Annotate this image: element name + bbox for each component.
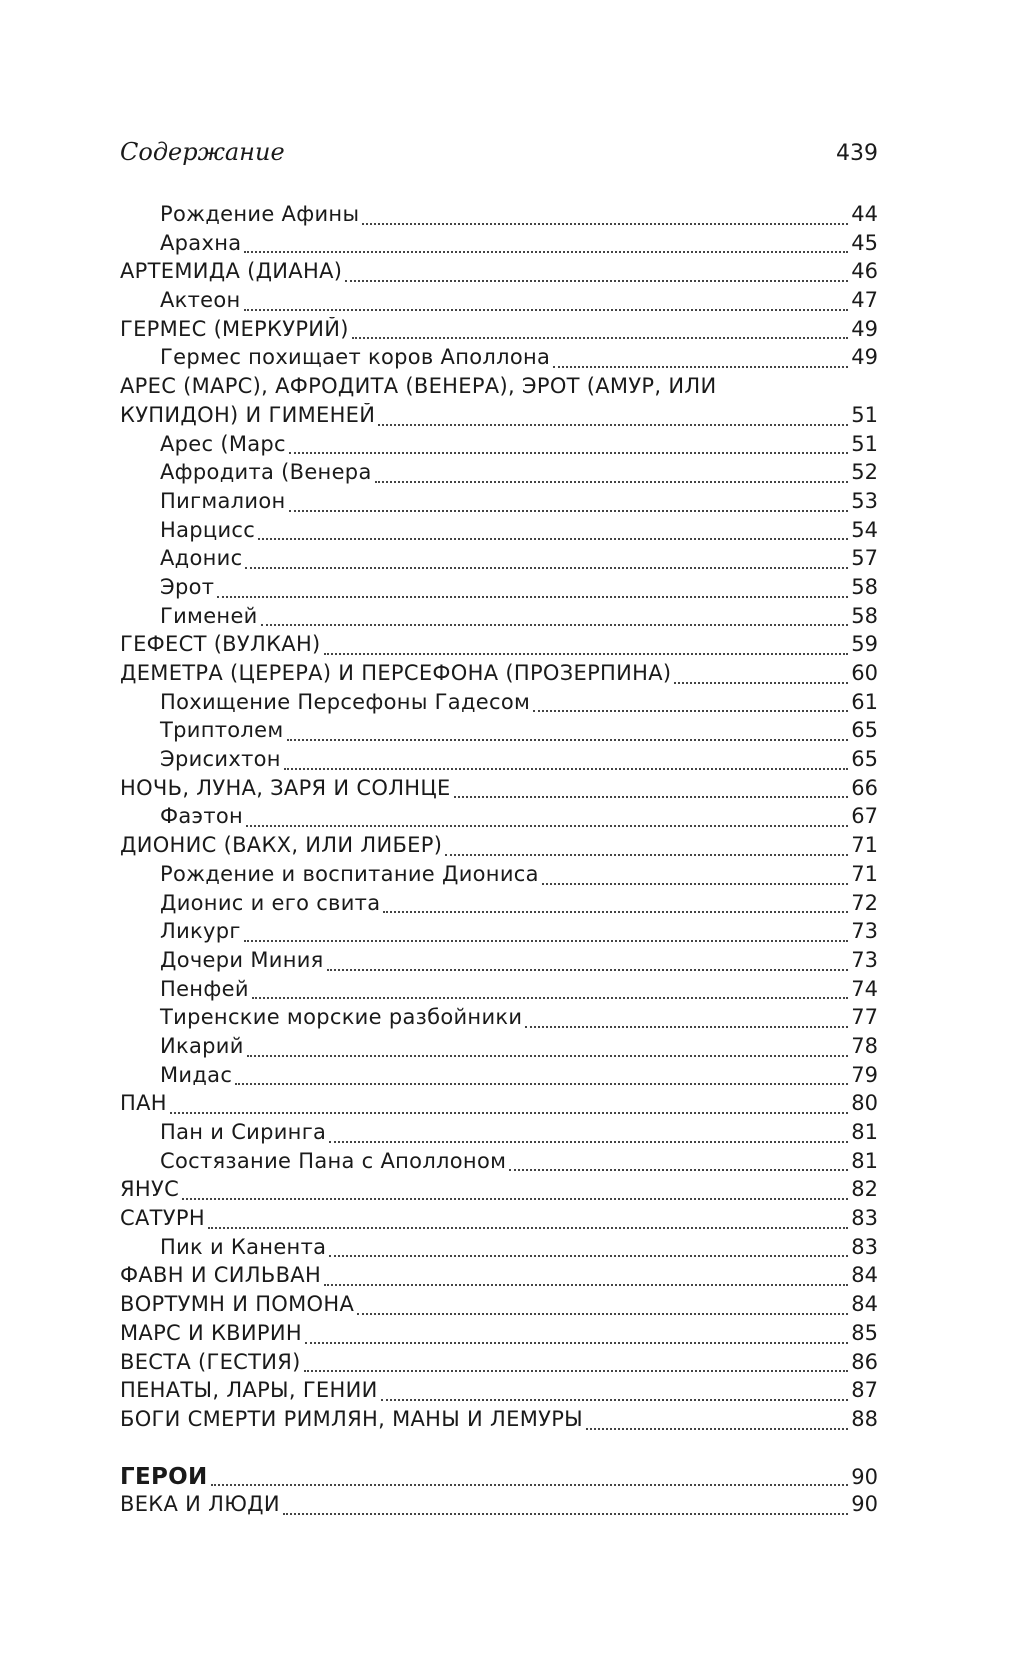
toc-entry	[120, 518, 878, 547]
toc-entry-page: 60	[851, 661, 878, 685]
toc-entry	[120, 432, 878, 461]
toc-entry-title: ВЕКА И ЛЮДИ	[120, 1492, 280, 1517]
toc-entry-page: 83	[851, 1234, 878, 1259]
toc-entry-page: 84	[851, 1292, 878, 1317]
toc-entry-title: Пан и Сиринга	[160, 1120, 327, 1144]
toc-entry-page: 54	[851, 517, 878, 542]
toc-leader-dots	[235, 1083, 848, 1085]
toc-entry	[120, 862, 878, 891]
toc-entry	[120, 460, 878, 489]
toc-entry-title: Гименей	[160, 603, 258, 628]
toc-leader-dots	[586, 1428, 848, 1430]
toc-entry	[120, 288, 878, 317]
toc-entry-page: 57	[851, 546, 878, 571]
toc-entry	[120, 977, 878, 1006]
toc-leader-dots	[245, 567, 848, 569]
toc-entry-page: 86	[851, 1349, 878, 1374]
toc-entry-title: Пенфей	[160, 976, 249, 1001]
toc-leader-dots	[304, 1370, 849, 1372]
toc-entry	[120, 690, 878, 719]
toc-entry	[120, 1292, 878, 1321]
toc-entry-page: 88	[851, 1406, 878, 1431]
toc-leader-dots	[674, 682, 848, 684]
toc-entry	[120, 632, 878, 661]
toc-entry	[120, 1350, 878, 1379]
toc-entry	[120, 1149, 878, 1178]
toc-leader-dots	[542, 883, 848, 885]
toc-entry-page: 49	[851, 345, 878, 370]
toc-leader-dots	[327, 969, 849, 971]
toc-entry-page: 49	[851, 316, 878, 341]
toc-entry-title: БОГИ СМЕРТИ РИМЛЯН, МАНЫ И ЛЕМУРЫ	[120, 1406, 583, 1431]
toc-leader-dots	[378, 424, 848, 426]
toc-leader-dots	[208, 1227, 848, 1229]
toc-entry	[120, 776, 878, 805]
toc-entry-title: Триптолем	[160, 718, 284, 743]
toc-entry-title: АРТЕМИДА (ДИАНА)	[120, 259, 343, 284]
toc-entry	[120, 718, 878, 747]
toc-entry-title: Состязание Пана с Аполлоном	[160, 1148, 507, 1173]
toc-leader-dots	[244, 251, 848, 253]
toc-entry-page: 46	[851, 259, 878, 284]
toc-leader-dots	[211, 1484, 849, 1486]
toc-entry	[120, 747, 878, 776]
toc-entry-title: Нарцисс	[160, 517, 256, 542]
toc-entry-title: АРЕС (МАРС), АФРОДИТА (ВЕНЕРА), ЭРОТ (АМУР, ИЛИ	[120, 374, 717, 399]
toc-leader-dots	[324, 653, 849, 655]
toc-entry	[120, 833, 878, 862]
toc-entry-title: Эрисихтон	[160, 747, 281, 772]
toc-entry-title: Арахна	[160, 230, 242, 255]
toc-entry-page: 71	[851, 861, 878, 886]
toc-entry-title: ДИОНИС (ВАКХ, ИЛИ ЛИБЕР)	[120, 833, 443, 858]
toc-entry	[120, 374, 878, 403]
toc-entry-page: 65	[851, 718, 878, 743]
toc-entry-title: Ликург	[160, 919, 241, 944]
toc-leader-dots	[357, 1313, 848, 1315]
toc-entry-page: 65	[851, 747, 878, 772]
toc-entry-page: 90	[851, 1492, 878, 1517]
toc-leader-dots	[287, 739, 849, 741]
toc-entry	[120, 317, 878, 346]
toc-entry-title: КУПИДОН) И ГИМЕНЕЙ	[120, 402, 376, 427]
toc-entry-title: Актеон	[160, 288, 241, 313]
toc-leader-dots	[525, 1026, 848, 1028]
toc-entry-page: 59	[851, 632, 878, 657]
page-header	[120, 138, 878, 166]
toc-leader-dots	[533, 710, 848, 712]
toc-leader-dots	[170, 1112, 848, 1114]
toc-entry	[120, 489, 878, 518]
toc-entry-title: ДЕМЕТРА (ЦЕРЕРА) И ПЕРСЕФОНА (ПРОЗЕРПИНА)	[120, 661, 672, 685]
toc-entry-page: 83	[851, 1206, 878, 1231]
toc-entry	[120, 1005, 878, 1034]
toc-entry	[120, 1206, 878, 1235]
running-title: Содержание	[120, 138, 285, 166]
toc-entry-title: ПЕНАТЫ, ЛАРЫ, ГЕНИИ	[120, 1378, 378, 1403]
toc-entry-title: Дочери Миния	[160, 947, 324, 972]
toc-entry-page: 73	[851, 947, 878, 972]
toc-entry	[120, 1235, 878, 1264]
toc-leader-dots	[324, 1284, 848, 1286]
toc-entry-page: 58	[851, 603, 878, 628]
toc-entry	[120, 202, 878, 231]
toc-leader-dots	[362, 223, 848, 225]
toc-entry	[120, 804, 878, 833]
toc-entry-page: 66	[851, 775, 878, 800]
toc-entry-title: Дионис и его свита	[160, 890, 381, 915]
toc-leader-dots	[283, 1513, 848, 1515]
toc-leader-dots	[329, 1255, 848, 1257]
toc-entry-page: 67	[851, 804, 878, 829]
toc-entry	[120, 891, 878, 920]
toc-entry-title: Рождение Афины	[160, 202, 360, 226]
toc-entry-title: САТУРН	[120, 1206, 205, 1231]
toc-entry-title: Тиренские морские разбойники	[160, 1005, 523, 1030]
toc-leader-dots	[258, 538, 848, 540]
toc-entry	[120, 231, 878, 260]
toc-leader-dots	[445, 854, 848, 856]
toc-entry-page: 74	[851, 976, 878, 1001]
toc-leader-dots	[381, 1399, 849, 1401]
toc-leader-dots	[383, 911, 848, 913]
toc-entry	[120, 575, 878, 604]
toc-entry	[120, 661, 878, 690]
toc-entry-title: Похищение Персефоны Гадесом	[160, 689, 531, 714]
toc-entry-page: 44	[851, 202, 878, 226]
toc-entry-page: 80	[851, 1091, 878, 1116]
toc-entry	[120, 1407, 878, 1436]
toc-entry-page: 81	[851, 1148, 878, 1173]
toc-leader-dots	[509, 1169, 848, 1171]
toc-entry-page: 61	[851, 689, 878, 714]
toc-entry	[120, 345, 878, 374]
toc-entry-title: Адонис	[160, 546, 243, 571]
toc-entry	[120, 1120, 878, 1149]
toc-entry	[120, 1464, 878, 1493]
toc-entry-title: Пигмалион	[160, 488, 286, 513]
toc-entry-title: Афродита (Венера	[160, 460, 372, 485]
toc-entry-page: 53	[851, 488, 878, 513]
toc-entry-page: 84	[851, 1263, 878, 1288]
toc-entry	[120, 1492, 878, 1521]
toc-entry	[120, 403, 878, 432]
toc-entry-title: Мидас	[160, 1062, 233, 1087]
toc-entry-page: 79	[851, 1062, 878, 1087]
toc-leader-dots	[329, 1141, 848, 1143]
toc-leader-dots	[217, 596, 848, 598]
toc-leader-dots	[244, 309, 849, 311]
toc-entry	[120, 1263, 878, 1292]
toc-entry-page: 71	[851, 833, 878, 858]
toc-leader-dots	[305, 1342, 848, 1344]
toc-entry-title: ВЕСТА (ГЕСТИЯ)	[120, 1349, 301, 1374]
toc-entry-page: 51	[851, 402, 878, 427]
toc-entry-page: 85	[851, 1320, 878, 1345]
toc-entry-page: 90	[851, 1464, 878, 1489]
toc-entry-title: Гермес похищает коров Аполлона	[160, 345, 551, 370]
table-of-contents	[120, 202, 878, 1521]
toc-entry-page: 82	[851, 1177, 878, 1202]
toc-entry-page: 77	[851, 1005, 878, 1030]
toc-entry	[120, 259, 878, 288]
toc-entry-page: 78	[851, 1033, 878, 1058]
toc-entry-title: Икарий	[160, 1033, 244, 1058]
toc-entry-title: ГЕРОИ	[120, 1463, 208, 1490]
toc-entry-title: МАРС И КВИРИН	[120, 1320, 302, 1345]
toc-leader-dots	[284, 768, 848, 770]
toc-leader-dots	[289, 510, 849, 512]
toc-leader-dots	[244, 940, 849, 942]
toc-leader-dots	[182, 1198, 848, 1200]
toc-leader-dots	[247, 1055, 849, 1057]
toc-entry-title: ВОРТУМН И ПОМОНА	[120, 1292, 355, 1317]
toc-leader-dots	[246, 825, 848, 827]
toc-entry-page: 87	[851, 1378, 878, 1403]
toc-entry	[120, 1091, 878, 1120]
toc-entry	[120, 1321, 878, 1350]
toc-entry-title: НОЧЬ, ЛУНА, ЗАРЯ И СОЛНЦЕ	[120, 775, 451, 800]
toc-leader-dots	[352, 337, 848, 339]
toc-entry	[120, 1063, 878, 1092]
toc-leader-dots	[375, 481, 849, 483]
toc-entry	[120, 948, 878, 977]
toc-entry-page: 51	[851, 431, 878, 456]
toc-entry-title: ПАН	[120, 1091, 167, 1116]
toc-entry-page: 58	[851, 574, 878, 599]
toc-entry-title: ГЕФЕСТ (ВУЛКАН)	[120, 632, 321, 657]
toc-entry	[120, 1034, 878, 1063]
toc-leader-dots	[454, 796, 849, 798]
toc-entry	[120, 919, 878, 948]
toc-entry-title: Фаэтон	[160, 804, 244, 829]
toc-entry-page: 81	[851, 1120, 878, 1144]
toc-leader-dots	[553, 366, 848, 368]
toc-entry-page: 45	[851, 230, 878, 255]
toc-leader-dots	[289, 452, 848, 454]
toc-entry-page: 73	[851, 919, 878, 944]
toc-entry-title: ЯНУС	[120, 1177, 180, 1202]
toc-entry-page: 47	[851, 288, 878, 313]
toc-entry	[120, 1378, 878, 1407]
toc-entry	[120, 1177, 878, 1206]
toc-leader-dots	[261, 624, 849, 626]
toc-entry-title: ФАВН И СИЛЬВАН	[120, 1263, 322, 1288]
page-number: 439	[836, 141, 878, 166]
toc-leader-dots	[345, 280, 848, 282]
toc-entry-title: Пик и Канента	[160, 1234, 327, 1259]
toc-entry	[120, 546, 878, 575]
toc-entry-page: 72	[851, 890, 878, 915]
toc-entry-title: Рождение и воспитание Диониса	[160, 861, 539, 886]
toc-leader-dots	[252, 997, 849, 999]
toc-entry-page: 52	[851, 460, 878, 485]
toc-entry-title: Арес (Марс	[160, 431, 286, 456]
toc-entry-title: Эрот	[160, 574, 215, 599]
toc-entry-title: ГЕРМЕС (МЕРКУРИЙ)	[120, 316, 349, 341]
toc-entry	[120, 604, 878, 633]
